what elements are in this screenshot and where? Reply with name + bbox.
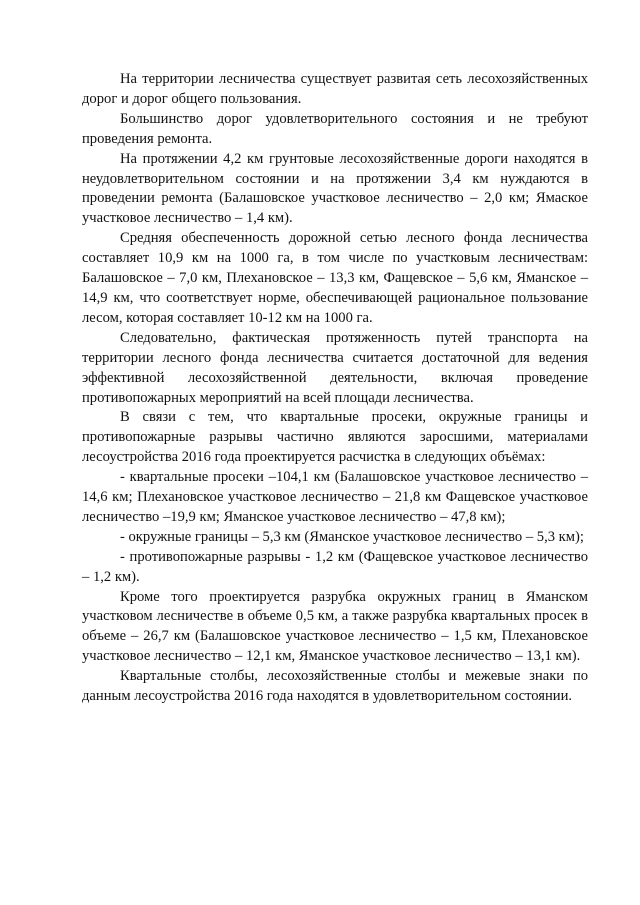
paragraph-additional-clearing: Кроме того проектируется разрубка окружных границ в Яманском участковом лесничестве в объеме 0,5 км, а также разрубка квартальных просек в объеме – 26,7 км (Балашовское участковое лесничество – 1,5 км, Плехановское участковое лесничество – 12,1 км, Яманское участковое лесничество – 13,1 км). bbox=[82, 588, 588, 665]
list-item-firebreaks: - противопожарные разрывы - 1,2 км (Фащевское участковое лесничество – 1,2 км). bbox=[82, 548, 588, 585]
paragraph-sufficiency: Следовательно, фактическая протяженность путей транспорта на территории лесного фонда лесничества считается достаточной для ведения эффективной лесохозяйственной деятельности, включая проведение противопожарных мероприятий на всей площади лесничества. bbox=[82, 329, 588, 406]
paragraph-clearing-intro: В связи с тем, что квартальные просеки, окружные границы и противопожарные разрывы частично являются заросшими, материалами лесоустройства 2016 года проектируется расчистка в следующих объёмах: bbox=[82, 409, 588, 466]
paragraph-road-condition: Большинство дорог удовлетворительного состояния и не требуют проведения ремонта. bbox=[82, 110, 588, 147]
paragraph-posts-and-markers: Квартальные столбы, лесохозяйственные столбы и межевые знаки по данным лесоустройства 2016 года находятся в удовлетворительном состоянии. bbox=[82, 668, 588, 705]
paragraph-road-density: Средняя обеспеченность дорожной сетью лесного фонда лесничества составляет 10,9 км на 1000 га, в том числе по участковым лесничествам: Балашовское – 7,0 км, Плехановское – 13,3 км, Фащевское – 5,6 км, Яманское – 14,9 км, что соответствует норме, обеспечивающей рациональное пользование лесом, которая составляет 10-12 км на 1000 га. bbox=[82, 230, 588, 326]
list-item-perimeter-borders: - окружные границы – 5,3 км (Яманское участковое лесничество – 5,3 км); bbox=[120, 528, 584, 545]
paragraph-unsatisfactory-roads: На протяжении 4,2 км грунтовые лесохозяйственные дороги находятся в неудовлетворительном состоянии и на протяжении 3,4 км нуждаются в проведении ремонта (Балашовское участковое лесничество – 2,0 км; Ямаское участковое лесничество – 1,4 км). bbox=[82, 150, 588, 227]
list-item-quarter-clearings: - квартальные просеки –104,1 км (Балашовское участковое лесничество – 14,6 км; Плехановское участковое лесничество – 21,8 км Фащевское участковое лесничество –19,9 км; Яманское участковое лесничество – 47,8 км); bbox=[82, 469, 588, 525]
paragraph-road-network: На территории лесничества существует развитая сеть лесохозяйственных дорог и дорог общего пользования. bbox=[82, 71, 588, 107]
document-page bbox=[82, 70, 588, 707]
